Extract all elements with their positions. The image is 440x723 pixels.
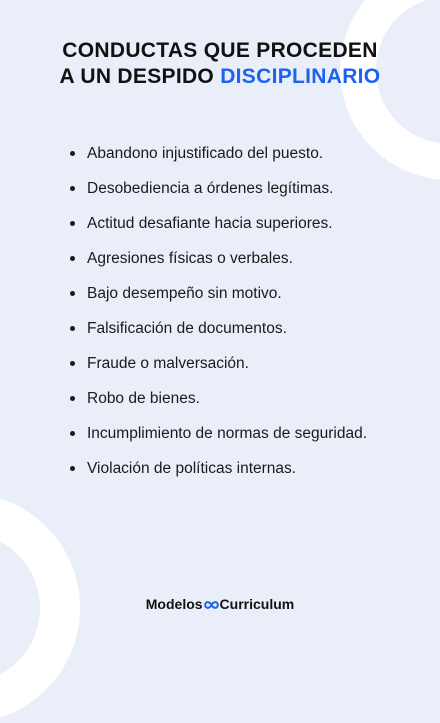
infinity-logo-icon (204, 597, 219, 613)
list-item: Robo de bienes. (70, 381, 382, 416)
list-item: Incumplimiento de normas de seguridad. (70, 416, 382, 451)
title-line-1: CONDUCTAS QUE PROCEDEN (62, 39, 378, 62)
list-item: Fraude o malversación. (70, 346, 382, 381)
title-line-2-accent: DISCIPLINARIO (220, 65, 381, 88)
list-item: Bajo desempeño sin motivo. (70, 276, 382, 311)
page-title (0, 38, 440, 90)
title-line-2-prefix: A UN DESPIDO (59, 65, 221, 88)
brand-name-part-1: Modelos (145, 596, 203, 612)
list-item: Violación de políticas internas. (70, 451, 382, 486)
list-item: Agresiones físicas o verbales. (70, 241, 382, 276)
list-item: Desobediencia a órdenes legítimas. (70, 171, 382, 206)
list-item: Actitud desafiante hacia superiores. (70, 206, 382, 241)
brand-name-part-2: Curriculum (219, 596, 295, 612)
brand-logo (0, 596, 440, 613)
list-item: Falsificación de documentos. (70, 311, 382, 346)
list-item: Abandono injustificado del puesto. (70, 136, 382, 171)
conduct-list (70, 136, 382, 486)
